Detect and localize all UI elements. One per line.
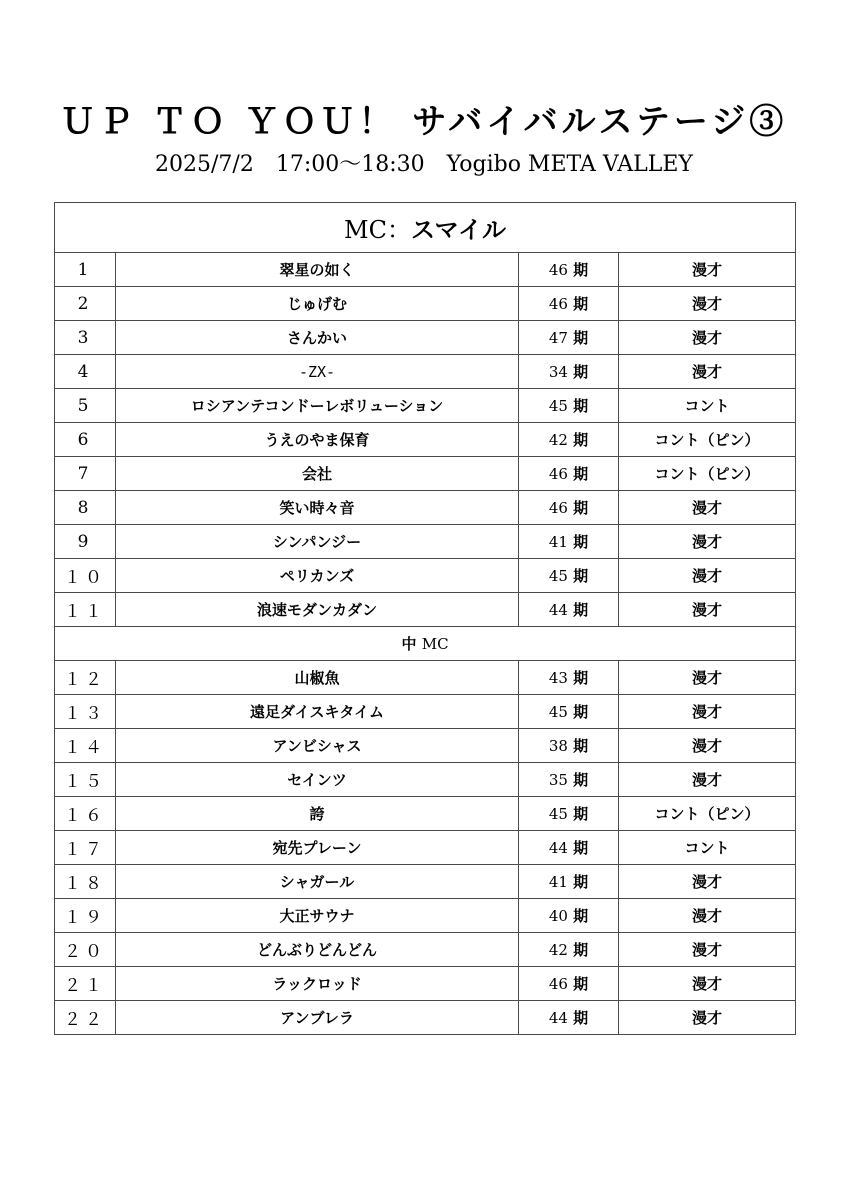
performance-style: コント [619, 831, 796, 865]
performance-style: コント（ピン） [619, 797, 796, 831]
performance-number: 2 [55, 287, 116, 321]
performer-name: 遠足ダイスキタイム [116, 695, 519, 729]
table-row [55, 899, 796, 933]
performance-style: 漫才 [619, 695, 796, 729]
generation-suffix: 期 [573, 669, 589, 687]
table-row [55, 967, 796, 1001]
generation-suffix: 期 [573, 431, 589, 449]
generation-number: 42 [548, 431, 568, 449]
table-row [55, 321, 796, 355]
performance-number: 6 [55, 423, 116, 457]
table-row [55, 831, 796, 865]
generation-suffix: 期 [573, 329, 589, 347]
performance-style: 漫才 [619, 355, 796, 389]
table-row [55, 253, 796, 287]
generation-number: 44 [548, 839, 568, 857]
generation-suffix: 期 [573, 941, 589, 959]
generation [519, 287, 619, 321]
table-row [55, 355, 796, 389]
generation-number: 46 [548, 499, 568, 517]
generation-number: 46 [548, 465, 568, 483]
generation-suffix: 期 [573, 873, 589, 891]
generation-suffix: 期 [573, 601, 589, 619]
performance-style: 漫才 [619, 525, 796, 559]
table-row [55, 457, 796, 491]
performance-number: 4 [55, 355, 116, 389]
generation [519, 559, 619, 593]
performance-style: 漫才 [619, 729, 796, 763]
performer-name: ペリカンズ [116, 559, 519, 593]
performer-name: 浪速モダンカダン [116, 593, 519, 627]
generation-suffix: 期 [573, 771, 589, 789]
performer-name: 翠星の如く [116, 253, 519, 287]
performance-number: 5 [55, 389, 116, 423]
table-row [55, 729, 796, 763]
performance-number: １９ [55, 899, 116, 933]
generation-suffix: 期 [573, 567, 589, 585]
performance-style: 漫才 [619, 661, 796, 695]
generation-number: 34 [548, 363, 568, 381]
generation [519, 321, 619, 355]
performer-name: うえのやま保育 [116, 423, 519, 457]
generation [519, 899, 619, 933]
event-date-time-venue: 2025/7/2 17:00～18:30 Yogibo META VALLEY [155, 152, 693, 177]
lineup-table-body [55, 203, 796, 1035]
performance-number: １４ [55, 729, 116, 763]
generation-number: 38 [548, 737, 568, 755]
performer-name: アンブレラ [116, 1001, 519, 1035]
generation-suffix: 期 [573, 907, 589, 925]
performance-style: 漫才 [619, 865, 796, 899]
table-row [55, 287, 796, 321]
performance-number: １８ [55, 865, 116, 899]
table-row [55, 797, 796, 831]
generation-suffix: 期 [573, 703, 589, 721]
performer-name: セインツ [116, 763, 519, 797]
performance-style: 漫才 [619, 899, 796, 933]
generation-suffix: 期 [573, 261, 589, 279]
performance-style: コント（ピン） [619, 457, 796, 491]
generation [519, 389, 619, 423]
generation-number: 46 [548, 975, 568, 993]
generation-suffix: 期 [573, 465, 589, 483]
generation [519, 695, 619, 729]
generation [519, 865, 619, 899]
performer-name: シャガール [116, 865, 519, 899]
generation-number: 43 [548, 669, 568, 687]
generation-number: 44 [548, 601, 568, 619]
performer-name: シンパンジー [116, 525, 519, 559]
table-row [55, 1001, 796, 1035]
generation-number: 45 [548, 703, 568, 721]
generation-number: 40 [548, 907, 568, 925]
generation-suffix: 期 [573, 1009, 589, 1027]
performance-number: 7 [55, 457, 116, 491]
table-row [55, 933, 796, 967]
generation-number: 46 [548, 295, 568, 313]
performance-number: 9 [55, 525, 116, 559]
table-row [55, 423, 796, 457]
generation-suffix: 期 [573, 363, 589, 381]
performance-style: コント [619, 389, 796, 423]
generation-number: 46 [548, 261, 568, 279]
performer-name: 山椒魚 [116, 661, 519, 695]
generation [519, 1001, 619, 1035]
performer-name: -ZX- [116, 355, 519, 389]
performer-name: 宛先プレーン [116, 831, 519, 865]
generation [519, 729, 619, 763]
generation-number: 42 [548, 941, 568, 959]
performance-number: ２２ [55, 1001, 116, 1035]
performance-number: 3 [55, 321, 116, 355]
performance-number: １２ [55, 661, 116, 695]
table-row [55, 661, 796, 695]
generation [519, 355, 619, 389]
performance-style: 漫才 [619, 287, 796, 321]
performance-number: １１ [55, 593, 116, 627]
performance-style: 漫才 [619, 933, 796, 967]
generation-suffix: 期 [573, 975, 589, 993]
generation [519, 423, 619, 457]
mid-mc-row [55, 627, 796, 661]
performance-style: 漫才 [619, 253, 796, 287]
performance-number: 1 [55, 253, 116, 287]
performance-style: 漫才 [619, 763, 796, 797]
generation-suffix: 期 [573, 805, 589, 823]
generation-number: 35 [548, 771, 568, 789]
generation [519, 491, 619, 525]
generation [519, 763, 619, 797]
performer-name: ロシアンテコンドーレボリューション [116, 389, 519, 423]
performance-style: 漫才 [619, 967, 796, 1001]
generation-suffix: 期 [573, 737, 589, 755]
generation [519, 831, 619, 865]
generation-number: 45 [548, 567, 568, 585]
table-row [55, 525, 796, 559]
generation [519, 593, 619, 627]
generation-suffix: 期 [573, 839, 589, 857]
performance-style: 漫才 [619, 559, 796, 593]
mid-mc-cell [55, 627, 796, 661]
table-row [55, 763, 796, 797]
performance-number: １６ [55, 797, 116, 831]
generation [519, 457, 619, 491]
performance-number: １０ [55, 559, 116, 593]
generation-number: 41 [548, 873, 568, 891]
mc-header-cell [55, 203, 796, 253]
table-row [55, 389, 796, 423]
mid-mc-prefix: 中 [401, 635, 417, 653]
table-row [55, 695, 796, 729]
generation-number: 45 [548, 397, 568, 415]
performer-name: さんかい [116, 321, 519, 355]
performance-number: ２１ [55, 967, 116, 1001]
mc-header-row [55, 203, 796, 253]
generation [519, 967, 619, 1001]
mc-name: スマイル [410, 215, 507, 244]
generation-number: 41 [548, 533, 568, 551]
generation-number: 45 [548, 805, 568, 823]
performer-name: 誇 [116, 797, 519, 831]
performance-number: １３ [55, 695, 116, 729]
performer-name: ラックロッド [116, 967, 519, 1001]
table-row [55, 593, 796, 627]
generation-number: 44 [548, 1009, 568, 1027]
performance-number: １７ [55, 831, 116, 865]
generation [519, 253, 619, 287]
table-row [55, 865, 796, 899]
generation-suffix: 期 [573, 533, 589, 551]
performance-style: 漫才 [619, 321, 796, 355]
performance-number: ２０ [55, 933, 116, 967]
performer-name: 大正サウナ [116, 899, 519, 933]
performance-style: 漫才 [619, 1001, 796, 1035]
performer-name: じゅげむ [116, 287, 519, 321]
lineup-table [54, 202, 796, 1035]
mc-label: MC： [344, 216, 411, 244]
performer-name: 会社 [116, 457, 519, 491]
performance-style: コント（ピン） [619, 423, 796, 457]
generation-suffix: 期 [573, 499, 589, 517]
table-row [55, 491, 796, 525]
generation [519, 797, 619, 831]
performer-name: アンビシャス [116, 729, 519, 763]
performance-number: 8 [55, 491, 116, 525]
generation [519, 933, 619, 967]
generation-suffix: 期 [573, 397, 589, 415]
generation-suffix: 期 [573, 295, 589, 313]
generation-number: 47 [548, 329, 568, 347]
table-row [55, 559, 796, 593]
performance-style: 漫才 [619, 593, 796, 627]
performer-name: 笑い時々音 [116, 491, 519, 525]
performance-style: 漫才 [619, 491, 796, 525]
mid-mc-label: MC [421, 635, 449, 653]
performance-number: １５ [55, 763, 116, 797]
performer-name: どんぶりどんどん [116, 933, 519, 967]
generation [519, 661, 619, 695]
generation [519, 525, 619, 559]
page-title: ＵＰ ＴＯ ＹＯＵ！ サバイバルステージ③ [60, 102, 788, 142]
